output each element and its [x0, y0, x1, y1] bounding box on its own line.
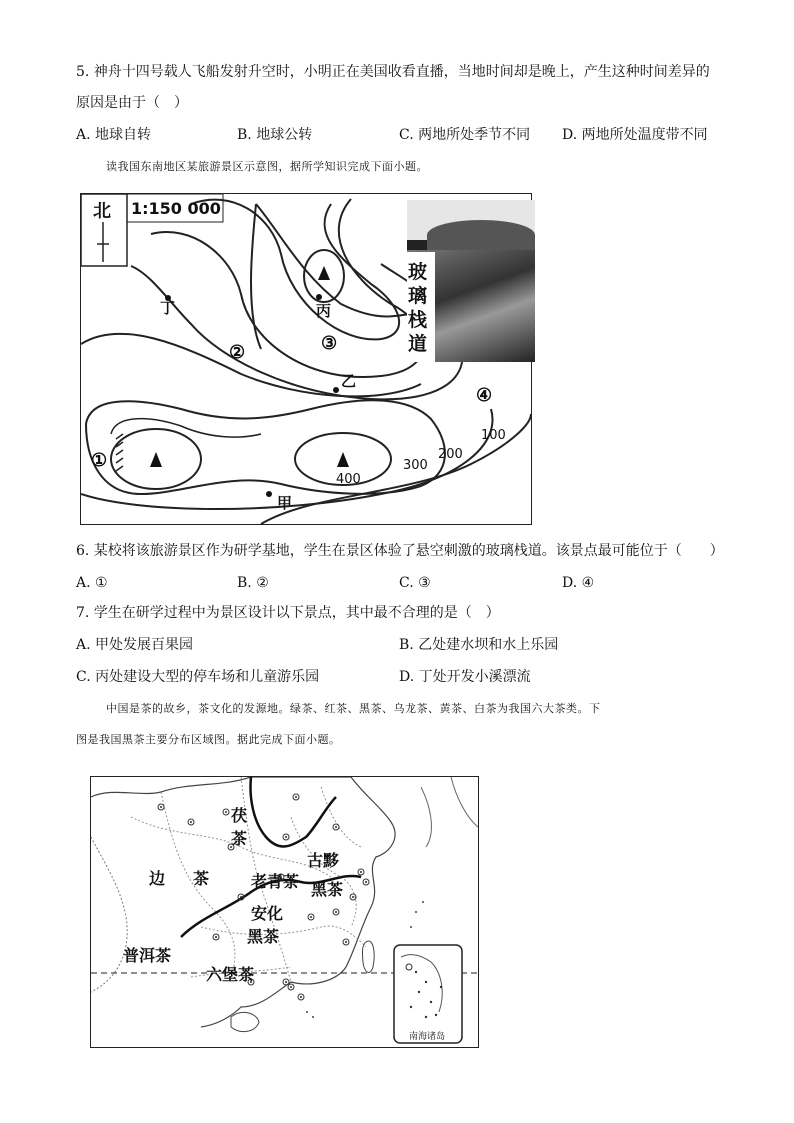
q6-option-a[interactable]: A. ①	[76, 575, 108, 591]
contour-300: 300	[403, 458, 428, 473]
point-bing: 丙	[316, 302, 332, 320]
label-anhua-2: 黑茶	[247, 927, 280, 946]
label-anhua-1: 安化	[251, 904, 284, 923]
label-fu-1: 茯	[231, 806, 248, 825]
intro-map2-line1: 中国是茶的故乡，茶文化的发源地。绿茶、红茶、黑茶、乌龙茶、黄茶、白茶为我国六大茶类。下	[106, 702, 601, 715]
q6-option-d[interactable]: D. ④	[562, 575, 595, 591]
point-yi: 乙	[341, 372, 357, 390]
intro-map2-line2: 图是我国黑茶主要分布区域图。据此完成下面小题。	[76, 733, 341, 746]
contour-400: 400	[336, 472, 361, 487]
q5-option-b[interactable]: B. 地球公转	[237, 127, 313, 143]
dark-tea-map-figure	[90, 776, 479, 1048]
q5-stem-line2: 原因是由于（ ）	[76, 95, 188, 111]
contour-200: 200	[438, 447, 463, 462]
contour-100: 100	[481, 428, 506, 443]
q6-option-b[interactable]: B. ②	[237, 575, 269, 591]
q7-option-a[interactable]: A. 甲处发展百果园	[76, 637, 194, 653]
label-bian-cha: 茶	[193, 869, 210, 888]
location-1: ①	[91, 450, 108, 471]
q7-stem: 7. 学生在研学过程中为景区设计以下景点，其中最不合理的是（ ）	[76, 605, 500, 621]
point-ding: 丁	[160, 299, 176, 317]
location-4: ④	[476, 385, 493, 406]
q7-option-d[interactable]: D. 丁处开发小溪漂流	[399, 669, 531, 685]
q6-option-c[interactable]: C. ③	[399, 575, 431, 591]
q7-option-b[interactable]: B. 乙处建水坝和水上乐园	[399, 637, 559, 653]
intro-map1: 读我国东南地区某旅游景区示意图，据所学知识完成下面小题。	[106, 160, 428, 173]
label-gulu-2: 黑茶	[311, 880, 344, 899]
location-2: ②	[229, 342, 246, 363]
scale-label: 1:150 000	[131, 199, 221, 218]
north-label: 北	[93, 201, 111, 222]
q5-option-a[interactable]: A. 地球自转	[76, 127, 152, 143]
label-gulu-1: 古黟	[307, 851, 340, 870]
point-jia: 甲	[277, 494, 293, 512]
label-puer: 普洱茶	[123, 946, 172, 965]
q5-stem-line1: 5. 神舟十四号载人飞船发射升空时，小明正在美国收看直播，当地时间却是晚上，产生这种时间差异的	[76, 64, 710, 80]
label-laoqing: 老青茶	[251, 872, 300, 891]
q5-option-c[interactable]: C. 两地所处季节不同	[399, 127, 531, 143]
dark-tea-map-svg	[91, 777, 478, 1047]
q7-option-c[interactable]: C. 丙处建设大型的停车场和儿童游乐园	[76, 669, 320, 685]
contour-map-figure	[80, 193, 532, 525]
label-bian: 边	[149, 869, 166, 888]
q6-stem: 6. 某校将该旅游景区作为研学基地，学生在景区体验了悬空刺激的玻璃栈道。该景点最可能位于（ ）	[76, 543, 724, 559]
photo-caption: 玻 璃 栈 道	[408, 261, 428, 355]
label-liubao: 六堡茶	[206, 965, 255, 984]
q5-option-d[interactable]: D. 两地所处温度带不同	[562, 127, 708, 143]
location-3: ③	[321, 333, 338, 354]
label-fu-2: 茶	[231, 829, 248, 848]
label-nanhai: 南海诸岛	[409, 1032, 446, 1042]
